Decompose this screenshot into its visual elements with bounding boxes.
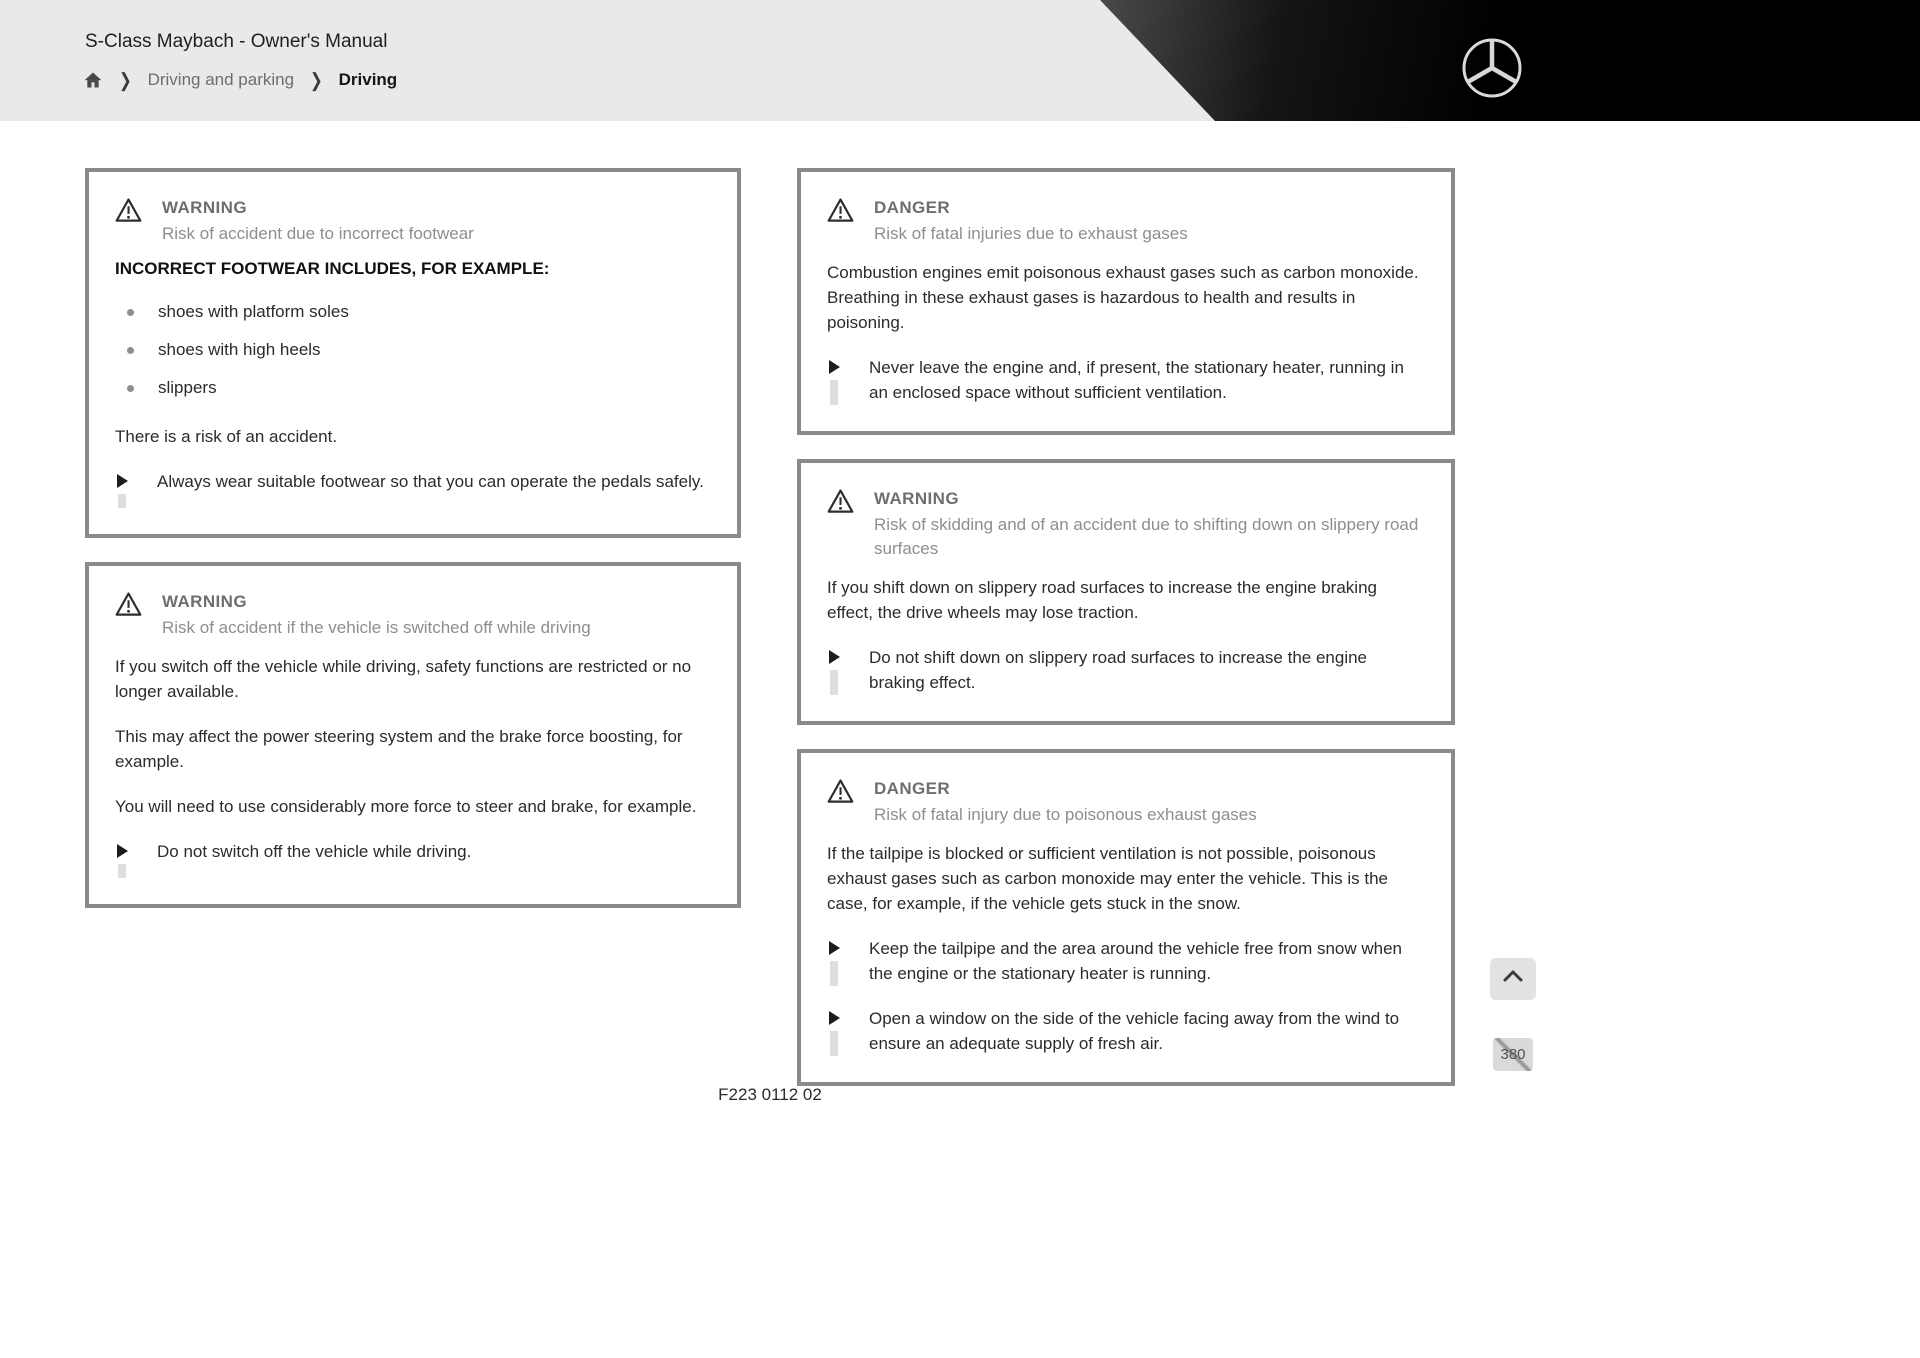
danger-paragraph: If the tailpipe is blocked or sufficient ventilation is not possible, poisonous exhaust gases such as carbon monoxide may enter the vehicle. This is the case, for example, if the vehicle gets stuck in the snow. — [827, 844, 1388, 913]
manual-content — [85, 168, 1455, 1086]
bullet-dot — [127, 309, 134, 316]
instruction-arrow-icon — [827, 1006, 841, 1056]
instruction-text: Do not shift down on slippery road surfaces to increase the engine braking effect. — [869, 648, 1368, 692]
danger-label: DANGER — [874, 779, 951, 798]
breadcrumb-current-driving: Driving — [338, 70, 398, 89]
danger-box-header — [827, 196, 1425, 246]
warning-paragraph: There is a risk of an accident. — [115, 427, 338, 446]
danger-subtitle: Risk of fatal injuries due to exhaust gases — [874, 224, 1188, 243]
instruction-arrow-icon — [115, 839, 129, 878]
instruction-arrow-icon — [827, 645, 841, 695]
page-title: S-Class Maybach - Owner's Manual — [85, 31, 388, 52]
warning-triangle-icon — [827, 487, 854, 522]
warning-subtitle: Risk of skidding and of an accident due to shifting down on slippery road surfaces — [874, 515, 1419, 558]
warning-paragraph: If you switch off the vehicle while driving, safety functions are restricted or no longer available. — [115, 657, 692, 701]
chevron-right-icon: ❯ — [119, 70, 132, 92]
instruction-text: Do not switch off the vehicle while driving. — [157, 842, 472, 861]
warning-triangle-icon — [827, 196, 854, 231]
instruction-arrow-icon — [827, 355, 841, 405]
instruction-text: Never leave the engine and, if present, the stationary heater, running in an enclosed space without sufficient ventilation. — [869, 358, 1404, 402]
figure-code: F223 0112 02 — [718, 1085, 822, 1104]
breadcrumb-link-driving-and-parking[interactable]: Driving and parking — [147, 70, 295, 89]
warning-heading: INCORRECT FOOTWEAR INCLUDES, FOR EXAMPLE: — [115, 259, 550, 278]
warning-box-header — [115, 196, 711, 246]
danger-label: DANGER — [874, 198, 951, 217]
warning-paragraph: If you shift down on slippery road surfaces to increase the engine braking effect, the drive wheels may lose traction. — [827, 578, 1377, 622]
warning-box-header — [115, 590, 711, 640]
instruction — [827, 355, 1425, 405]
warning-label: WARNING — [874, 489, 959, 508]
right-column — [797, 168, 1455, 1086]
danger-box-header — [827, 777, 1425, 827]
instruction — [827, 1006, 1425, 1056]
list-item — [115, 375, 711, 400]
bullet-text: shoes with high heels — [158, 340, 321, 359]
danger-paragraph: Combustion engines emit poisonous exhaust gases such as carbon monoxide. Breathing in these exhaust gases is hazardous to health and results in poisoning. — [827, 263, 1419, 332]
instruction — [827, 645, 1425, 695]
danger-subtitle: Risk of fatal injury due to poisonous exhaust gases — [874, 805, 1257, 824]
bullet-text: shoes with platform soles — [158, 302, 349, 321]
warning-box-header — [827, 487, 1425, 561]
warning-triangle-icon — [115, 590, 142, 625]
header — [0, 0, 1920, 121]
home-icon[interactable] — [83, 70, 103, 90]
list-item — [115, 299, 711, 324]
left-column — [85, 168, 741, 1086]
instruction-text: Always wear suitable footwear so that you can operate the pedals safely. — [157, 472, 704, 491]
warning-paragraph: This may affect the power steering system and the brake force boosting, for example. — [115, 727, 683, 771]
warning-box-footwear — [85, 168, 741, 538]
bullet-dot — [127, 385, 134, 392]
danger-box-blocked-tailpipe — [797, 749, 1455, 1086]
instruction-text: Keep the tailpipe and the area around the vehicle free from snow when the engine or the stationary heater is running. — [869, 939, 1403, 983]
breadcrumb — [83, 66, 397, 94]
chevron-up-icon — [1501, 965, 1525, 994]
instruction-arrow-icon — [827, 936, 841, 986]
chevron-right-icon: ❯ — [310, 70, 323, 92]
warning-triangle-icon — [115, 196, 142, 231]
mercedes-logo — [1460, 36, 1524, 100]
bullet-text: slippers — [158, 378, 217, 397]
warning-box-switch-off — [85, 562, 741, 908]
warning-paragraph: You will need to use considerably more force to steer and brake, for example. — [115, 797, 697, 816]
instruction — [115, 839, 711, 878]
warning-box-skidding — [797, 459, 1455, 725]
instruction — [827, 936, 1425, 986]
warning-subtitle: Risk of accident due to incorrect footwear — [162, 224, 474, 243]
danger-box-exhaust-gases — [797, 168, 1455, 435]
warning-subtitle: Risk of accident if the vehicle is switched off while driving — [162, 618, 591, 637]
page-number: 380 — [1500, 1046, 1526, 1063]
instruction-arrow-icon — [115, 469, 129, 508]
scroll-to-top-button[interactable] — [1490, 958, 1536, 1000]
page-number-badge — [1493, 1038, 1533, 1071]
instruction-text: Open a window on the side of the vehicle facing away from the wind to ensure an adequate supply of fresh air. — [869, 1009, 1400, 1053]
warning-label: WARNING — [162, 592, 247, 611]
list-item — [115, 337, 711, 362]
instruction — [115, 469, 711, 508]
bullet-dot — [127, 347, 134, 354]
warning-label: WARNING — [162, 198, 247, 217]
warning-triangle-icon — [827, 777, 854, 812]
